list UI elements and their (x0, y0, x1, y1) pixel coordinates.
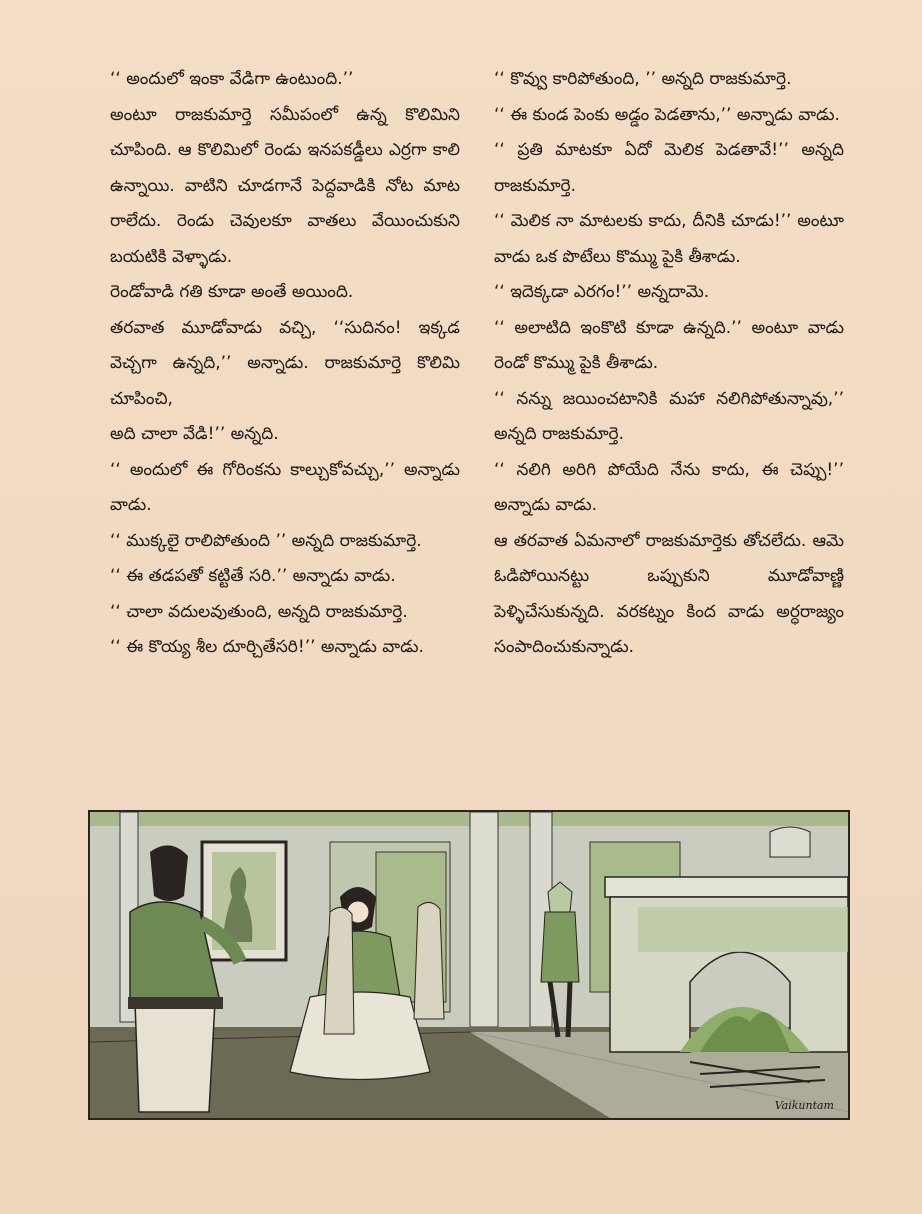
paragraph: ‘‘ నన్ను జయించటానికి మహా నలిగిపోతున్నావు,’’ అన్నది రాజకుమార్తె. (494, 388, 844, 444)
paragraph: ‘‘ అందులో ఇంకా వేడిగా ఉంటుంది.’’ (110, 69, 354, 89)
left-text-column (110, 62, 460, 666)
paragraph: ‘‘ ఈ తడపతో కట్టితే సరి.’’ అన్నాడు వాడు. (110, 566, 396, 586)
paragraph: ‘‘ కొవ్వు కారిపోతుంది, ’’ అన్నది రాజకుమార్తె. (494, 69, 792, 89)
paragraph: ‘‘ మెలిక నా మాటలకు కాదు, దీనికి చూడు!’’ అంటూ వాడు ఒక పొటేలు కొమ్ము పైకి తీశాడు. (494, 211, 844, 267)
paragraph: ‘‘ ఇదెక్కడా ఎరగం!’’ అన్నదామె. (494, 282, 710, 302)
paragraph: ‘‘ నలిగి అరిగి పోయేది నేను కాదు, ఈ చెప్పు!’’ అన్నాడు వాడు. (494, 459, 844, 515)
paragraph: తరవాత మూడోవాడు వచ్చి, ‘‘సుదినం! ఇక్కడ వెచ్చగా ఉన్నది,’’ అన్నాడు. రాజకుమార్తె కొలిమి చూపించి, (110, 317, 460, 409)
paragraph: ఆ తరవాత ఏమనాలో రాజకుమార్తెకు తోచలేదు. ఆమె ఓడిపోయినట్టు ఒప్పుకుని మూడోవాణ్ణి పెళ్ళిచేసుకున్నది. వరకట్నం కింద వాడు అర్ధరాజ్యం సంపాదించుకున్నాడు. (494, 530, 844, 657)
paragraph: ‘‘ ప్రతి మాటకూ ఏదో మెలిక పెడతావే!’’ అన్నది రాజకుమార్తె. (494, 140, 844, 196)
story-illustration (88, 810, 850, 1120)
paragraph: ‘‘ ముక్కలై రాలిపోతుంది ’’ అన్నది రాజకుమార్తె. (110, 530, 422, 551)
paragraph: రెండోవాడి గతి కూడా అంతే అయింది. (110, 282, 354, 302)
artist-signature: Vaikuntam (774, 1099, 834, 1112)
paragraph: ‘‘ ఈ కొయ్య శీల దూర్చితేసరి!’’ అన్నాడు వాడు. (110, 637, 424, 657)
paragraph: ‘‘ అందులో ఈ గోరింకను కాల్చుకోవచ్చు,’’ అన్నాడు వాడు. (110, 459, 460, 515)
paragraph: అంటూ రాజకుమార్తె సమీపంలో ఉన్న కొలిమిని చూపింది. ఆ కొలిమిలో రెండు ఇనపకడ్డీలు ఎర్రగా కాలి ఉన్నాయి. వాటిని చూడగానే పెద్దవాడికి నోట మాట రాలేదు. రెండు చెవులకూ వాతలు వేయించుకుని బయటికి వెళ్ళాడు. (110, 104, 460, 267)
right-text-column (494, 62, 844, 666)
paragraph: అది చాలా వేడి!’’ అన్నది. (110, 424, 279, 444)
paragraph: ‘‘ ఈ కుండ పెంకు అడ్డం పెడతాను,’’ అన్నాడు వాడు. (494, 104, 840, 125)
paragraph: ‘‘ అలాటిది ఇంకొటి కూడా ఉన్నది.’’ అంటూ వాడు రెండో కొమ్ము పైకి తీశాడు. (494, 317, 844, 373)
paragraph: ‘‘ చాలా వదులవుతుంది, అన్నది రాజకుమార్తె. (110, 601, 408, 622)
